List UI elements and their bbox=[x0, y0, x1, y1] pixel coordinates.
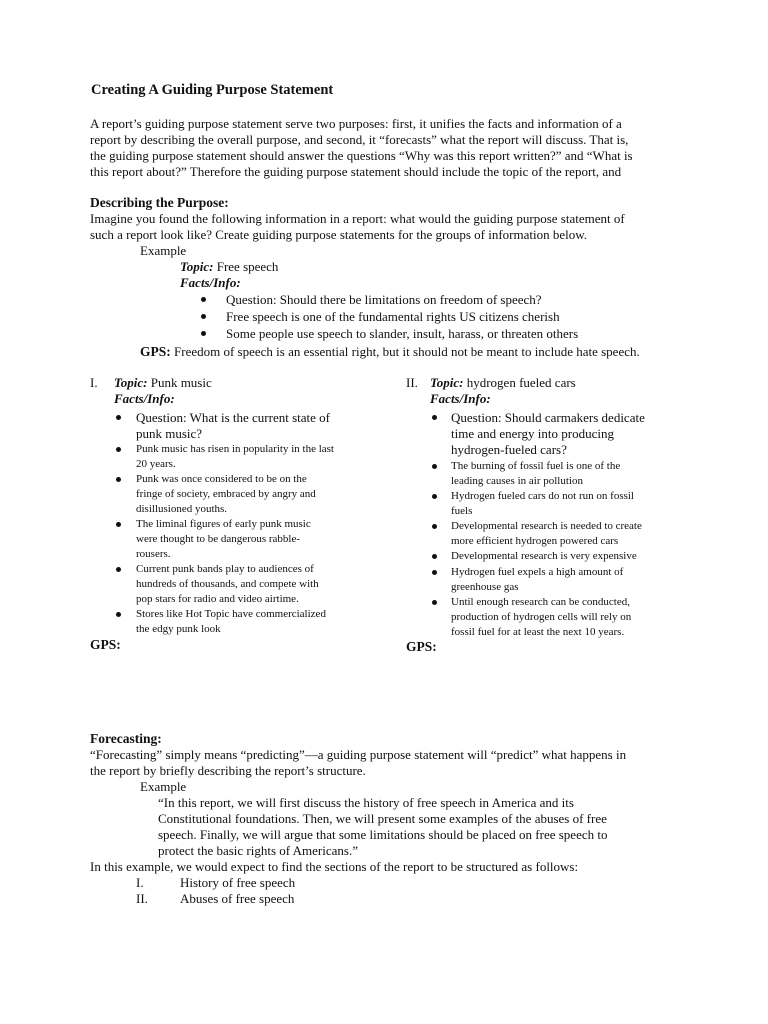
outline-numeral: I. bbox=[136, 875, 144, 890]
fact-line: time and energy into producing bbox=[451, 426, 614, 441]
fact-line: The liminal figures of early punk music bbox=[136, 518, 311, 530]
forecasting-line: the report by briefly describing the report’s structure. bbox=[90, 763, 366, 778]
bullet-icon bbox=[432, 494, 437, 499]
gps-label: GPS: bbox=[140, 344, 171, 359]
intro-line: report by describing the overall purpose, and second, it “forecasts” what the report will discuss. That is, bbox=[90, 132, 629, 147]
bullet-icon bbox=[116, 447, 121, 452]
fact-line: punk music? bbox=[136, 426, 203, 441]
example-bullet: Some people use speech to slander, insult, harass, or threaten others bbox=[226, 326, 579, 341]
bullet-icon bbox=[432, 570, 437, 575]
intro-line: A report’s guiding purpose statement serve two purposes: first, it unifies the facts and information of a bbox=[90, 116, 622, 131]
topic-value: Punk music bbox=[150, 375, 212, 390]
example-gps bbox=[140, 344, 640, 360]
intro-line: this report about?” Therefore the guiding purpose statement should include the topic of the report, and bbox=[90, 164, 622, 179]
bullet-icon bbox=[432, 600, 437, 605]
example-bullet: Question: Should there be limitations on freedom of speech? bbox=[226, 292, 542, 307]
page-title: Creating A Guiding Purpose Statement bbox=[91, 82, 334, 98]
fact-line: Punk music has risen in popularity in the last bbox=[136, 443, 334, 455]
fact-line: more efficient hydrogen powered cars bbox=[451, 535, 619, 547]
bullet-icon bbox=[116, 567, 121, 572]
fact-line: were thought to be dangerous rabble- bbox=[136, 533, 301, 545]
fact-line: Punk was once considered to be on the bbox=[136, 473, 307, 485]
facts-label: Facts/Info: bbox=[430, 391, 491, 406]
topic-label: Topic: bbox=[180, 259, 214, 274]
fact-line: Current punk bands play to audiences of bbox=[136, 563, 314, 575]
outline-numeral: II. bbox=[136, 891, 148, 906]
fact-line: Until enough research can be conducted, bbox=[451, 596, 630, 608]
bullet-icon bbox=[432, 415, 437, 420]
fact-line: Question: Should carmakers dedicate bbox=[451, 410, 645, 425]
example-topic bbox=[180, 259, 278, 275]
outline-item: History of free speech bbox=[180, 875, 296, 890]
fact-line: Hydrogen fueled cars do not run on fossil bbox=[451, 490, 634, 502]
quote-line: “In this report, we will first discuss the history of free speech in America and its bbox=[158, 795, 574, 810]
column-topic bbox=[114, 375, 212, 391]
facts-label: Facts/Info: bbox=[114, 391, 175, 406]
forecasting-line: “Forecasting” simply means “predicting”—a guiding purpose statement will “predict” what happens in bbox=[90, 747, 627, 762]
fact-line: leading causes in air pollution bbox=[451, 475, 583, 487]
fact-line: fringe of society, embraced by angry and bbox=[136, 488, 316, 500]
fact-line: production of hydrogen cells will rely on bbox=[451, 611, 632, 623]
topic-label: Topic: bbox=[114, 375, 148, 390]
forecasting-heading: Forecasting: bbox=[90, 731, 162, 746]
describing-line: Imagine you found the following information in a report: what would the guiding purpose statement of bbox=[90, 211, 625, 226]
bullet-icon bbox=[116, 522, 121, 527]
fact-line: Developmental research is needed to create bbox=[451, 520, 642, 532]
bullet-icon bbox=[432, 524, 437, 529]
quote-line: Constitutional foundations. Then, we will present some examples of the abuses of free bbox=[158, 811, 607, 826]
bullet-icon bbox=[432, 554, 437, 559]
topic-label: Topic: bbox=[430, 375, 464, 390]
fact-line: fossil fuel for at least the next 10 years. bbox=[451, 626, 625, 638]
bullet-icon bbox=[201, 314, 206, 319]
fact-line: Hydrogen fuel expels a high amount of bbox=[451, 566, 624, 578]
bullet-icon bbox=[201, 297, 206, 302]
bullet-icon bbox=[201, 331, 206, 336]
fact-line: Developmental research is very expensive bbox=[451, 550, 637, 562]
fact-line: The burning of fossil fuel is one of the bbox=[451, 460, 621, 472]
fact-line: Stores like Hot Topic have commercialized bbox=[136, 608, 326, 620]
forecasting-after-line: In this example, we would expect to find the sections of the report to be structured as follows: bbox=[90, 859, 579, 874]
fact-line: the edgy punk look bbox=[136, 623, 221, 635]
fact-line: fuels bbox=[451, 505, 473, 517]
quote-line: protect the basic rights of Americans.” bbox=[158, 843, 358, 858]
intro-line: the guiding purpose statement should answer the questions “Why was this report written?” and “What is bbox=[90, 148, 633, 163]
gps-label: GPS: bbox=[90, 637, 121, 652]
bullet-icon bbox=[432, 464, 437, 469]
column-topic bbox=[430, 375, 576, 391]
column-numeral: I. bbox=[90, 375, 98, 390]
fact-line: 20 years. bbox=[136, 458, 176, 470]
bullet-icon bbox=[116, 415, 121, 420]
example-label: Example bbox=[140, 779, 187, 794]
example-label: Example bbox=[140, 243, 187, 258]
gps-value: Freedom of speech is an essential right, but it should not be meant to include hate speech. bbox=[174, 344, 640, 359]
gps-label: GPS: bbox=[406, 639, 437, 654]
describing-line: such a report look like? Create guiding purpose statements for the groups of information below. bbox=[90, 227, 588, 242]
describing-heading: Describing the Purpose: bbox=[90, 195, 229, 210]
example-bullet: Free speech is one of the fundamental rights US citizens cherish bbox=[226, 309, 560, 324]
fact-line: pop stars for radio and video airtime. bbox=[136, 593, 299, 605]
bullet-icon bbox=[116, 477, 121, 482]
bullet-icon bbox=[116, 612, 121, 617]
fact-line: Question: What is the current state of bbox=[136, 410, 330, 425]
outline-item: Abuses of free speech bbox=[180, 891, 295, 906]
quote-line: speech. Finally, we will argue that some limitations should be placed on free speech to bbox=[158, 827, 608, 842]
fact-line: rousers. bbox=[136, 548, 171, 560]
fact-line: hydrogen-fueled cars? bbox=[451, 442, 567, 457]
topic-value: Free speech bbox=[216, 259, 279, 274]
fact-line: hundreds of thousands, and compete with bbox=[136, 578, 319, 590]
fact-line: disillusioned youths. bbox=[136, 503, 228, 515]
column-numeral: II. bbox=[406, 375, 418, 390]
fact-line: greenhouse gas bbox=[451, 581, 519, 593]
facts-label: Facts/Info: bbox=[180, 275, 241, 290]
topic-value: hydrogen fueled cars bbox=[466, 375, 576, 390]
